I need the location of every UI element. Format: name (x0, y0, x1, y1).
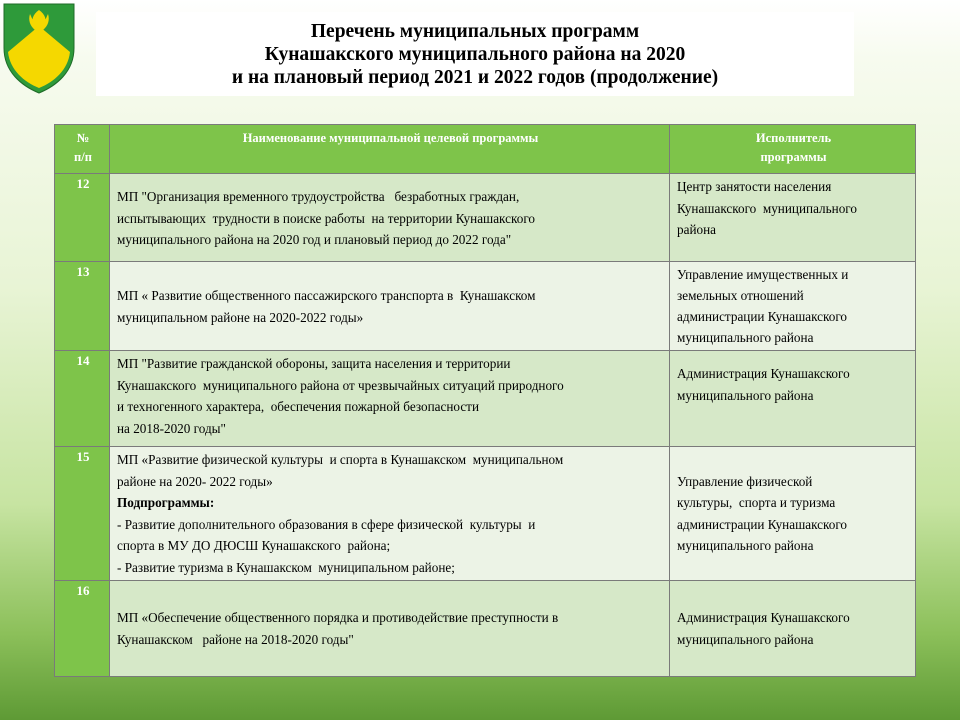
title-box (96, 12, 854, 96)
header-executor: Исполнитель программы (670, 125, 916, 174)
program-name: МП "Развитие гражданской обороны, защита населения и территории Кунашакского муниципального района от чрезвычайных ситуаций природного и техногенного характера, обеспечения пожарной безопасности на 2018-2020 годы" (110, 351, 670, 447)
table-row (55, 581, 916, 677)
row-number: 13 (55, 262, 110, 351)
subprograms-label: Подпрограммы: (117, 495, 215, 510)
program-executor: Центр занятости населения Кунашакского муниципального района (670, 174, 916, 262)
table-row (55, 262, 916, 351)
row-number: 14 (55, 351, 110, 447)
row-number: 16 (55, 581, 110, 677)
program-executor: Управление физической культуры, спорта и туризма администрации Кунашакского муниципального района (670, 447, 916, 581)
row-number: 15 (55, 447, 110, 581)
district-emblem (0, 0, 78, 95)
row-number: 12 (55, 174, 110, 262)
header-program-name: Наименование муниципальной целевой программы (110, 125, 670, 174)
table-header-row (55, 125, 916, 174)
program-executor: Управление имущественных и земельных отношений администрации Кунашакского муниципального района (670, 262, 916, 351)
title-line-1: Перечень муниципальных программ (310, 20, 640, 42)
programs-table (54, 124, 916, 677)
table-row (55, 447, 916, 581)
program-name: МП "Организация временного трудоустройства безработных граждан, испытывающих трудности в поиске работы на территории Кунашакского муниципального района на 2020 год и плановый период до 2022 года" (110, 174, 670, 262)
program-name: МП «Обеспечение общественного порядка и противодействие преступности в Кунашакском районе на 2018-2020 годы" (110, 581, 670, 677)
table-row (55, 351, 916, 447)
table-row (55, 174, 916, 262)
title-line-2: Кунашакского муниципального района на 2020 (264, 43, 686, 65)
program-executor: Администрация Кунашакского муниципального района (670, 581, 916, 677)
program-name: МП « Развитие общественного пассажирского транспорта в Кунашакском муниципальном районе на 2020-2022 годы» (110, 262, 670, 351)
program-name: МП «Развитие физической культуры и спорта в Кунашакском муниципальном районе на 2020- 2022 годы» Подпрограммы: - Развитие дополнительного образования в сфере физической культуры и спорта в МУ ДО ДЮСШ Кунашакского района; - Развитие туризма в Кунашакском муниципальном районе; (110, 447, 670, 581)
header-num: № п/п (55, 125, 110, 174)
title-line-3: и на плановый период 2021 и 2022 годов (продолжение) (231, 66, 719, 88)
program-executor: Администрация Кунашакского муниципального района (670, 351, 916, 447)
